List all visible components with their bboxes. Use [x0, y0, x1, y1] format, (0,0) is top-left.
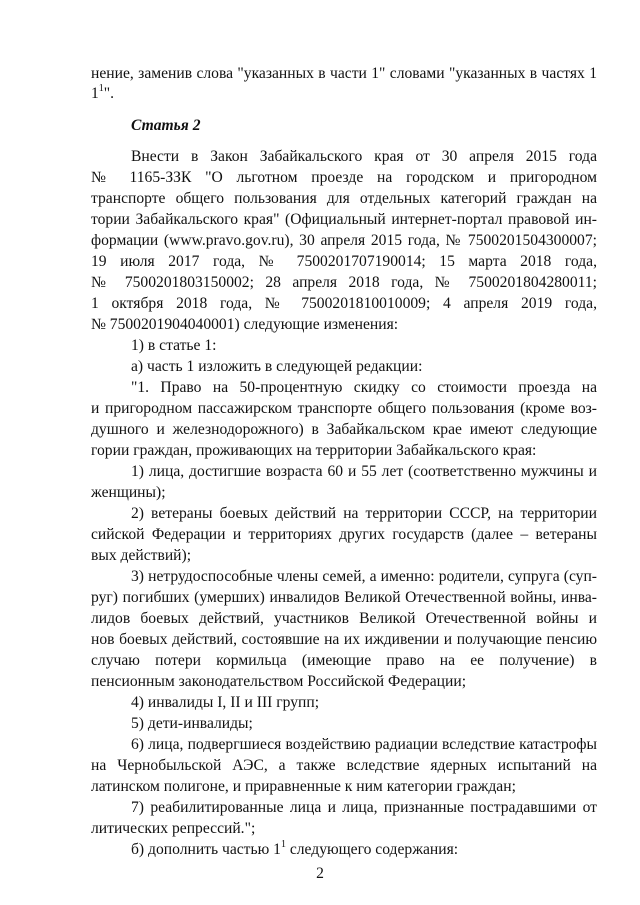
intro-line-2-tail: ". — [103, 85, 115, 102]
page-number: 2 — [316, 865, 324, 882]
item-1a: а) часть 1 изложить в следующей редакции: — [131, 358, 423, 375]
item-1b-sup: 1 — [280, 838, 286, 850]
category-line: 6) лица, подвергшиеся воздействию радиации вследствие катастрофы — [131, 736, 597, 753]
intro-line-2-base: 1 — [91, 85, 99, 102]
article-line: 1 октября 2018 года, № 7500201810010009; 4 апреля 2019 года, — [91, 295, 597, 312]
category-line: латинском полигоне, и приравненные к ним категории граждан; — [91, 778, 516, 795]
article-line: № 7500201803150002; 28 апреля 2018 года, № 7500201804280011; — [91, 274, 597, 291]
article-heading: Статья 2 — [131, 117, 201, 134]
article-line: 19 июля 2017 года, № 7500201707190014; 15 марта 2018 года, — [91, 253, 597, 270]
quote-line: "1. Право на 50-процентную скидку со стоимости проезда на — [131, 379, 597, 396]
category-line: нов боевых действий, состоявшие на их иждивении и получающие пенсию — [91, 631, 597, 648]
article-line: транспорте общего пользования для отдельных категорий граждан на — [91, 190, 597, 207]
quote-line: гории граждан, проживающих на территории Забайкальского края: — [91, 442, 537, 459]
category-line: 4) инвалиды I, II и III групп; — [131, 694, 320, 711]
category-line: 3) нетрудоспособные члены семей, а именно: родители, супруга (суп- — [131, 568, 597, 585]
item-1b-base: б) дополнить частью 1 — [131, 841, 281, 858]
category-line: вых действий); — [91, 547, 192, 564]
category-line: случаю потери кормильца (имеющие право на ее получение) в — [91, 652, 597, 669]
article-line: тории Забайкальского края" (Официальный интернет-портал правовой ин- — [91, 211, 597, 228]
item-1: 1) в статье 1: — [131, 337, 217, 354]
category-line: 1) лица, достигшие возраста 60 и 55 лет (соответственно мужчины и — [131, 463, 597, 480]
intro-line-2 — [91, 84, 597, 104]
category-line: 2) ветераны боевых действий на территории СССР, на территории — [131, 505, 597, 522]
intro-line-1: нение, заменив слова "указанных в части 1" словами "указанных в частях 1 — [91, 65, 597, 82]
category-line: литических репрессий."; — [91, 820, 256, 837]
quote-line: душного и железнодорожного) в Забайкальском крае имеют следующие — [91, 421, 597, 438]
article-line: формации (www.pravo.gov.ru), 30 апреля 2015 года, № 7500201504300007; — [91, 232, 597, 249]
category-line: пенсионным законодательством Российской Федерации; — [91, 673, 467, 690]
category-line: руг) погибших (умерших) инвалидов Великой Отечественной войны, инва- — [91, 589, 597, 606]
article-line: Внести в Закон Забайкальского края от 30 апреля 2015 года — [131, 148, 597, 165]
intro-line-2-sup: 1 — [98, 82, 104, 94]
category-line: 7) реабилитированные лица и лица, признанные пострадавшими от — [131, 799, 597, 816]
category-line: 5) дети-инвалиды; — [131, 715, 253, 732]
article-line: № 7500201904040001) следующие изменения: — [91, 316, 399, 333]
item-1b-tail: следующего содержания: — [285, 841, 459, 858]
quote-line: и пригородном пассажирском транспорте общего пользования (кроме воз- — [91, 400, 597, 417]
category-line: лидов боевых действий, участников Великой Отечественной войны и — [91, 610, 597, 627]
article-line: № 1165-ЗЗК "О льготном проезде на городском и пригородном — [91, 169, 597, 186]
category-line: женщины); — [91, 484, 166, 501]
category-line: на Чернобыльской АЭС, а также вследствие ядерных испытаний на — [91, 757, 597, 774]
category-line: сийской Федерации и территориях других государств (далее – ветераны — [91, 526, 597, 543]
item-1b — [131, 840, 637, 860]
